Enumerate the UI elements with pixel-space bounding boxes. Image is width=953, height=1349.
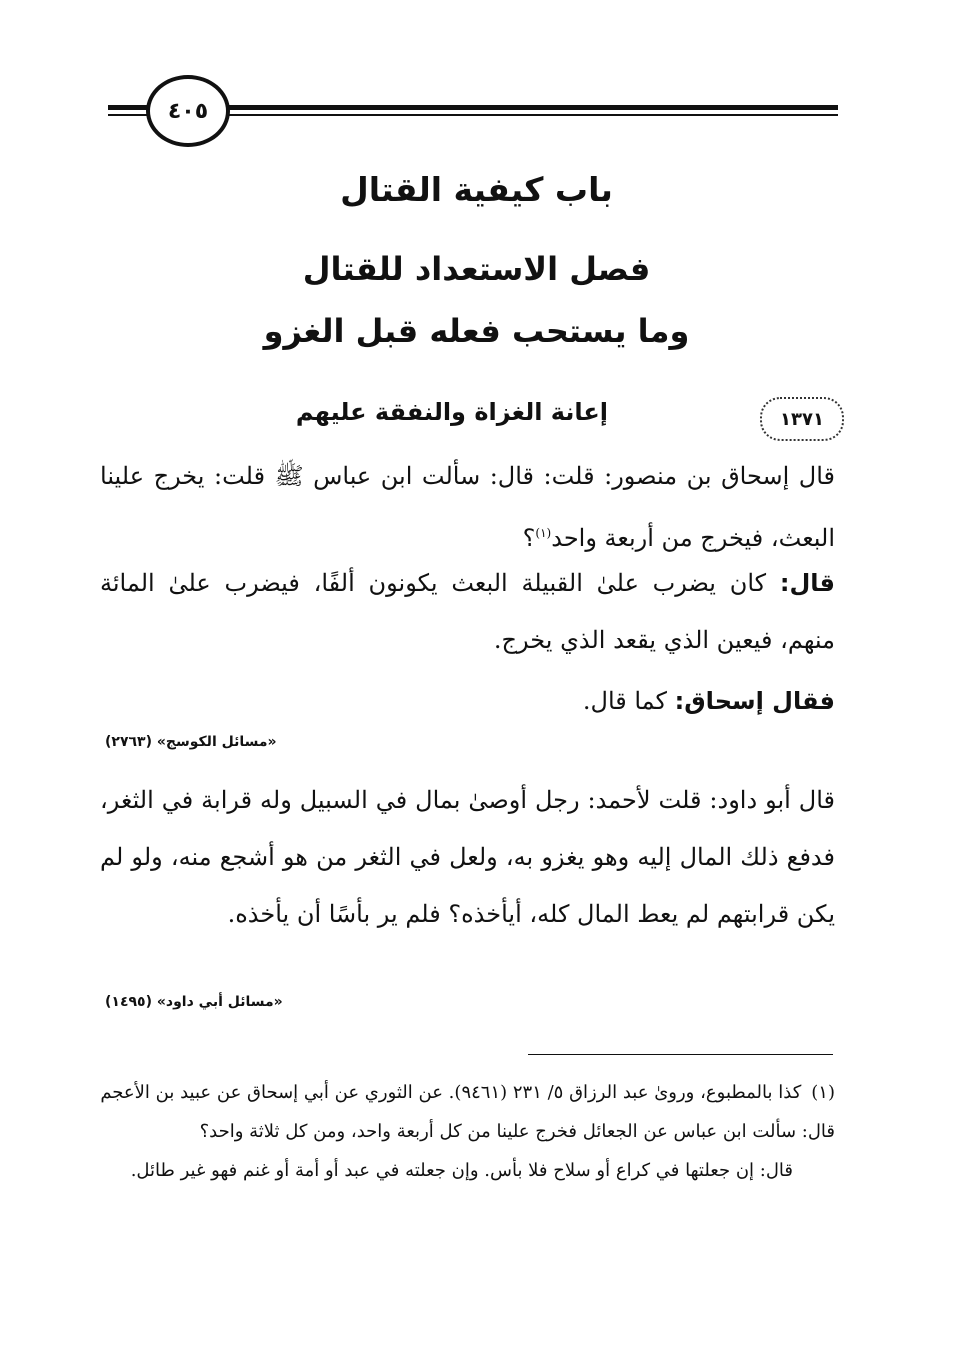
speaker-label: قال: [779,569,835,597]
section-title-line-1: فصل الاستعداد للقتال [302,250,651,288]
footnote-continuation: قال: إن جعلتها في كراع أو سلاح فلا بأس. وإن جعلته في عبد أو أمة أو غنم فهو غير طائل. [130,1160,793,1181]
footnote-1 [100,1073,835,1151]
chapter-title: باب كيفية القتال [340,170,613,209]
source-citation-kawsaj: «مسائل الكوسج» (٢٧٦٣) [105,734,277,750]
footnote-separator [528,1054,833,1055]
entry-number-badge: ١٣٧١ [760,397,844,441]
footnote-marker: (١) [811,1082,835,1103]
question-mark: ؟ [522,524,536,552]
page-header [108,70,838,145]
speaker-label: فقال إسحاق: [674,687,835,715]
paragraph-text: كان يضرب علىٰ القبيلة البعث يكونون ألفًا، فيضرب علىٰ المائة منهم، فيعين الذي يقعد الذي يخرج. [100,569,835,654]
footnote-text: كذا بالمطبوع، ورویٰ عبد الرزاق ٥/ ٢٣١ (٩٤٦١). عن الثوري عن أبي إسحاق عن عبيد بن الأعجم قال: سألت ابن عباس عن الجعائل فخرج علينا من كل أربعة واحد، ومن كل ثلاثة واحد؟ [100,1082,835,1142]
section-title-line-2: وما يستحب فعله قبل الغزو [263,312,690,350]
paragraph-ishaq-reply [100,673,835,730]
entry-title: إعانة الغزاة والنفقة عليهم [295,398,608,426]
paragraph-abu-dawud: قال أبو داود: قلت لأحمد: رجل أوصىٰ بمال في السبيل وله قرابة في الثغر، فدفع ذلك المال إليه وهو يغزو به، ولعل في الثغر من هو أشجع منه، ولو لم يكن قرابتهم لم يعط المال كله، أيأخذه؟ فلم ير بأسًا أن يأخذه. [100,786,835,928]
paragraph-text: قال إسحاق بن منصور: قلت: قال: سألت ابن عباس ﷺ قلت: يخرج علينا البعث، فيخرج من أربعة واحد [100,462,835,552]
paragraph-answer [100,555,835,669]
footnotes [100,1073,835,1190]
paragraph-ishaq-question [100,448,835,567]
source-citation-abi-dawud: «مسائل أبي داود» (١٤٩٥) [105,994,283,1010]
footnote-reference: (١) [535,526,552,540]
paragraph-text: كما قال. [582,687,675,715]
page-number: ٤٠٥ [146,75,230,147]
